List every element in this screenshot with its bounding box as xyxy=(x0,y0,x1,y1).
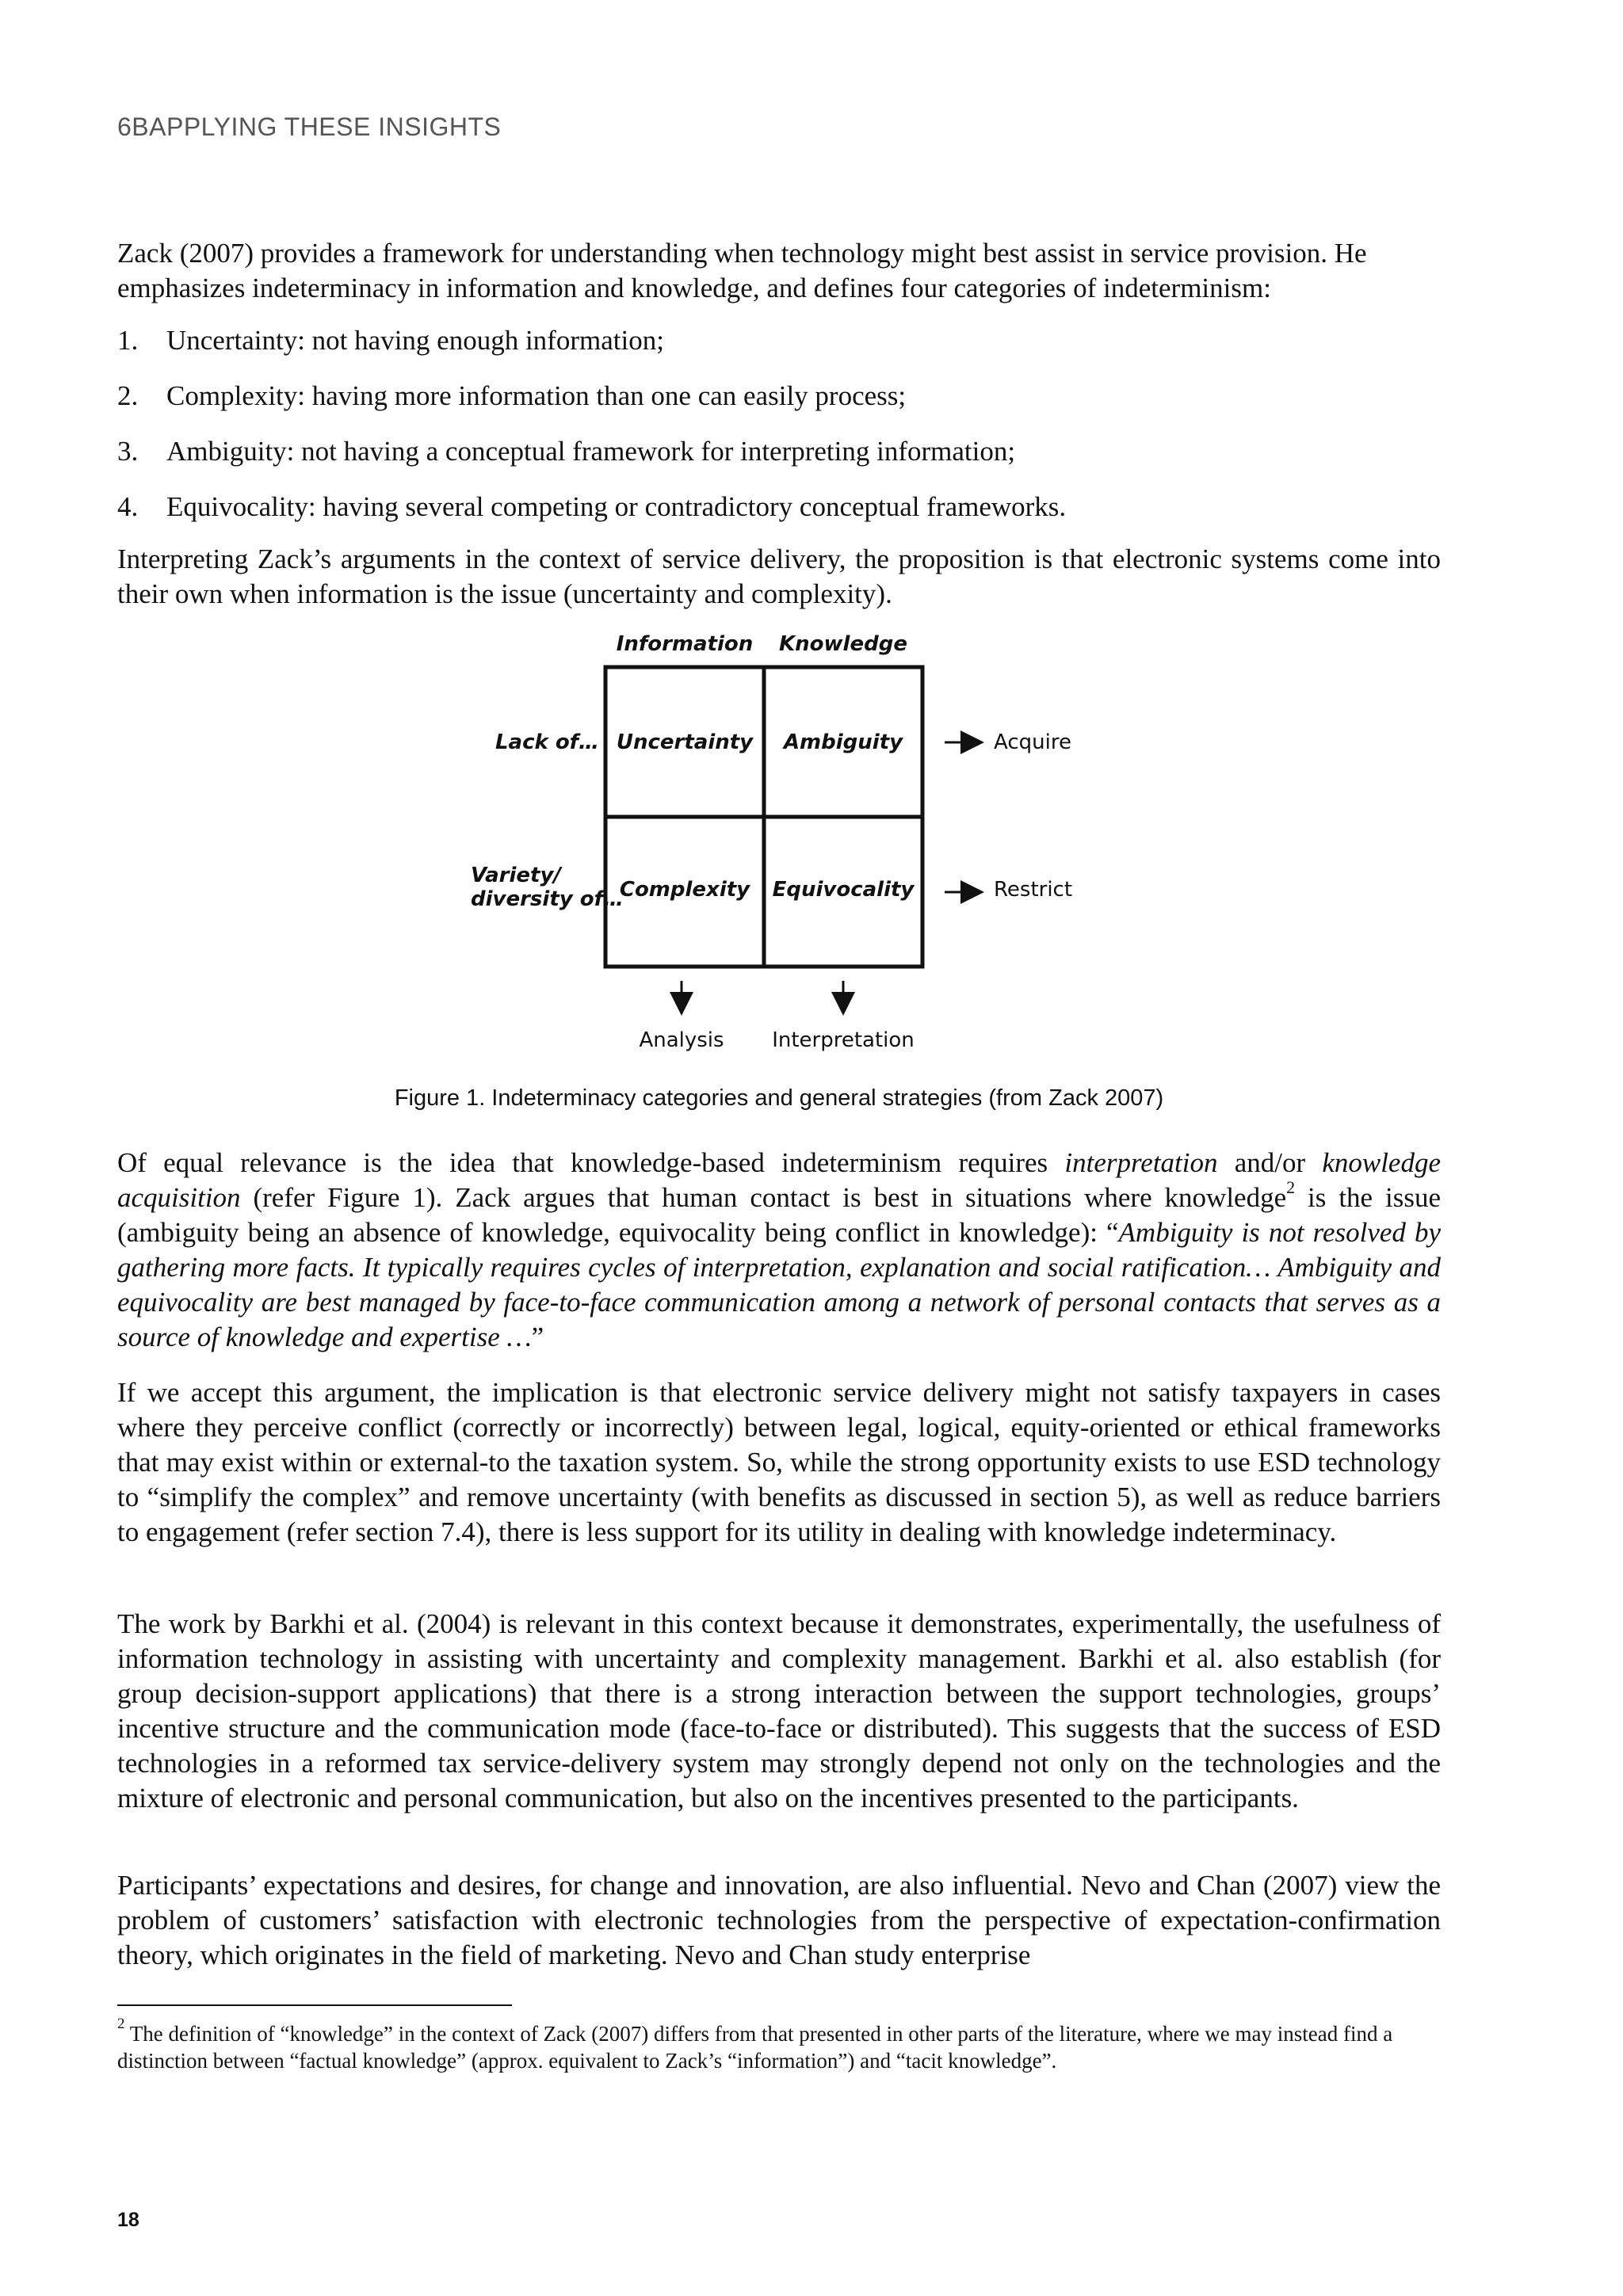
accept-argument-paragraph: If we accept this argument, the implication is that electronic service delivery might not satisfy taxpayers in cases where they perceive conflict (correctly or incorrectly) between legal, logical, equity-oriented or ethical frameworks that may exist within or external-to the taxation system. So, while the strong opportunity exists to use ESD technology to “simplify the complex” and remove uncertainty (with benefits as discussed in section 5), as well as reduce barriers to engagement (refer section 7.4), there is less support for its utility in dealing with knowledge indeterminacy. xyxy=(117,1377,1441,1547)
figure-caption: Figure 1. Indeterminacy categories and general strategies (from Zack 2007) xyxy=(394,1085,1164,1111)
strategy-interpretation: Interpretation xyxy=(772,1028,915,1052)
footnote-reference: 2 xyxy=(1286,1177,1296,1198)
strategy-restrict: Restrict xyxy=(994,878,1073,902)
list-item-text: Equivocality: having several competing or contradictory conceptual frameworks. xyxy=(166,491,1067,522)
running-head: 6BAPPLYING THESE INSIGHTS xyxy=(117,113,502,141)
cell-complexity: Complexity xyxy=(619,878,750,902)
footnote xyxy=(117,2016,1441,2074)
text-run: (refer Figure 1). Zack argues that human contact is best in situations where knowledge xyxy=(240,1182,1287,1213)
footnote-number: 2 xyxy=(117,2016,125,2032)
intro-paragraph: Zack (2007) provides a framework for understanding when technology might best assist in service provision. He emphasizes indeterminacy in information and knowledge, and defines four categories of indeterminism: xyxy=(117,238,1367,303)
cell-ambiguity: Ambiguity xyxy=(783,730,903,754)
list-item-text: Uncertainty: not having enough information; xyxy=(166,325,664,356)
emphasis-run: interpretation xyxy=(1064,1147,1218,1178)
cell-equivocality: Equivocality xyxy=(772,878,915,902)
list-item-number: 2. xyxy=(117,380,139,411)
text-run: ” xyxy=(531,1322,544,1352)
row-label-lack-of: Lack of… xyxy=(495,730,599,754)
nevo-chan-paragraph: Participants’ expectations and desires, for change and innovation, are also influential. Nevo and Chan (2007) view the problem of customers’ satisfaction with electronic technologies from the perspective of expectation-confirmation theory, which originates in the field of marketing. Nevo and Chan study enterprise xyxy=(117,1870,1441,1970)
indeterminacy-figure xyxy=(444,626,1094,1070)
list-item-number: 4. xyxy=(117,491,139,522)
interpretation-paragraph: Interpreting Zack’s arguments in the context of service delivery, the proposition is that electronic systems come into their own when information is the issue (uncertainty and complexity). xyxy=(117,543,1441,609)
emphasis-run: knowledge acquisition xyxy=(117,1147,1441,1213)
text-run: and/or xyxy=(1217,1147,1323,1178)
figure-graphics xyxy=(444,626,1094,1070)
barkhi-paragraph: The work by Barkhi et al. (2004) is relevant in this context because it demonstrates, experimentally, the usefulness of information technology in assisting with uncertainty and complexity management. Barkhi et al. also establish (for group decision-support applications) that there is a strong interaction between the support technologies, groups’ incentive structure and the communication mode (face-to-face or distributed). This suggests that the success of ESD technologies in a reformed tax service-delivery system may strongly depend not only on the technologies and the mixture of electronic and personal communication, but also on the incentives presented to the participants. xyxy=(117,1608,1441,1814)
list-item xyxy=(117,323,1441,379)
list-item-number: 1. xyxy=(117,325,139,356)
list-item-text: Ambiguity: not having a conceptual framework for interpreting information; xyxy=(166,436,1016,467)
indeterminism-list xyxy=(117,323,1441,545)
quotation: Ambiguity is not resolved by gathering more facts. It typically requires cycles of interpretation, explanation and social ratification… Ambiguity and equivocality are best managed by face-to-face communication among a network of personal contacts that serves as a source of knowledge and expertise … xyxy=(117,1217,1441,1352)
text-run: Of equal relevance is the idea that knowledge-based indeterminism requires xyxy=(117,1147,1065,1178)
row-label-diversity-of: diversity of… xyxy=(471,887,624,911)
page-number: 18 xyxy=(117,2209,139,2231)
list-item xyxy=(117,434,1441,490)
cell-uncertainty: Uncertainty xyxy=(616,730,754,754)
row-label-variety: Variety/ xyxy=(471,864,561,887)
strategy-analysis: Analysis xyxy=(639,1028,724,1052)
footnote-separator xyxy=(117,2004,512,2006)
list-item xyxy=(117,490,1441,545)
col-header-knowledge: Knowledge xyxy=(779,632,907,656)
col-header-information: Information xyxy=(616,632,754,656)
text-run: is the issue (ambiguity being an absence of knowledge, equivocality being conflict in knowledge): “ xyxy=(117,1182,1441,1248)
list-item-number: 3. xyxy=(117,436,139,467)
equal-relevance-paragraph xyxy=(117,1146,1441,1355)
footnote-text: The definition of “knowledge” in the context of Zack (2007) differs from that presented in other parts of the literature, where we may instead find a distinction between “factual knowledge” (approx. equivalent to Zack’s “information”) and “tacit knowledge”. xyxy=(117,2022,1393,2073)
strategy-acquire: Acquire xyxy=(994,730,1071,754)
list-item xyxy=(117,379,1441,434)
list-item-text: Complexity: having more information than one can easily process; xyxy=(166,380,907,411)
